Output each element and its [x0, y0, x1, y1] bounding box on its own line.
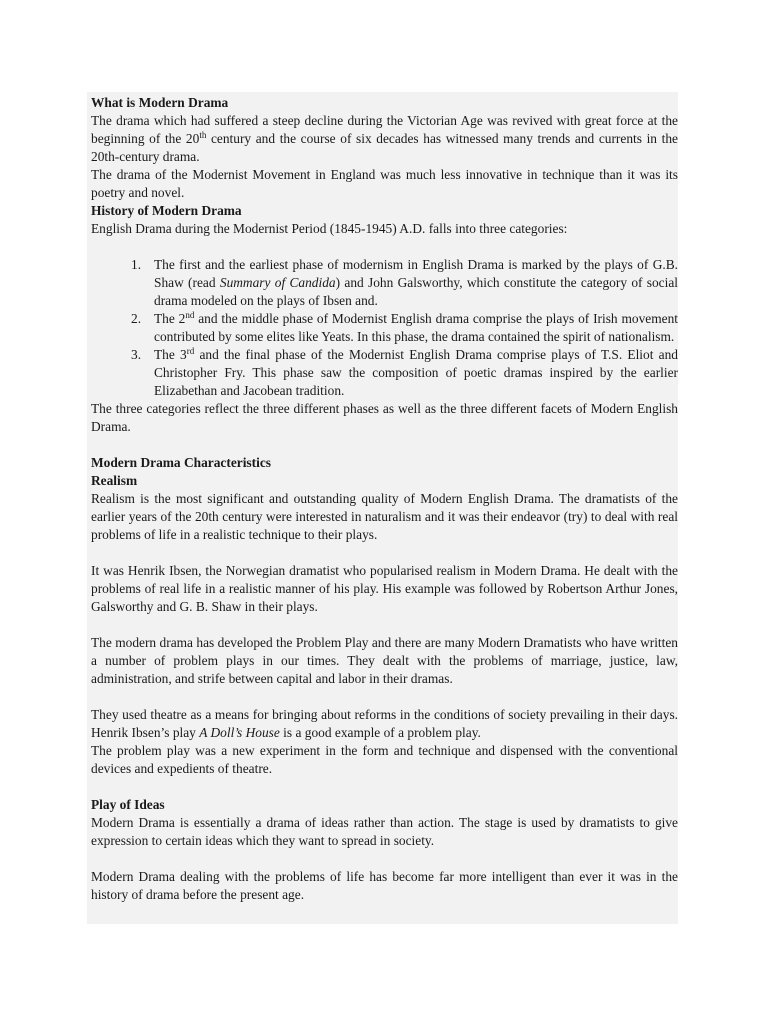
intro-text-part-2: century and the course of six decades has witnessed many trends and currents in the 20th-century drama.	[91, 131, 678, 164]
list-text: and the final phase of the Modernist English Drama comprise plays of T.S. Eliot and Christopher Fry. This phase saw the composition of poetic dramas inspired by the earlier Elizabethan and Jacobean tradition.	[154, 347, 678, 398]
intro-paragraph-1	[91, 112, 678, 166]
list-text: ) and John Galsworthy, which constitute the category of social drama modeled on the plays of Ibsen and.	[154, 275, 679, 308]
spacer	[91, 616, 678, 634]
list-item	[91, 256, 678, 310]
intro-paragraph-2: The drama of the Modernist Movement in England was much less innovative in technique than it was its poetry and novel.	[91, 167, 678, 200]
realism-text-part-2: is a good example of a problem play.	[279, 725, 481, 740]
realism-paragraph-3: The modern drama has developed the Problem Play and there are many Modern Dramatists who have written a number of problem plays in our times. They dealt with the problems of marriage, justice, law, administration, and strife between capital and labor in their dramas.	[91, 635, 678, 686]
intro-text-part-1: The drama which had suffered a steep decline during the Victorian Age was revived with great force at the beginning of the 20	[91, 113, 678, 146]
subheading-play-of-ideas: Play of Ideas	[91, 797, 165, 812]
realism-paragraph-5: The problem play was a new experiment in the form and technique and dispensed with the conventional devices and expedients of theatre.	[91, 743, 678, 776]
list-text: and the middle phase of Modernist English drama comprise the plays of Irish movement contributed by some elites like Yeats. In this phase, the drama contained the spirit of nationalism.	[154, 311, 678, 344]
spacer	[91, 238, 678, 256]
list-text: The first and the earliest phase of modernism in English Drama is marked by the plays of G.B. Shaw (read	[154, 257, 678, 290]
realism-paragraph-1: Realism is the most significant and outstanding quality of Modern English Drama. The dramatists of the earlier years of the 20th century were interested in naturalism and it was their endeavor (try) to deal with real problems of life in a realistic technique to their plays.	[91, 491, 678, 542]
section-heading-history: History of Modern Drama	[91, 203, 242, 218]
superscript: th	[199, 130, 207, 140]
categories-list	[91, 256, 678, 400]
spacer	[91, 688, 678, 706]
document-body	[91, 94, 678, 904]
realism-paragraph-2: It was Henrik Ibsen, the Norwegian dramatist who popularised realism in Modern Drama. He dealt with the problems of real life in a realistic manner of his play. His example was followed by Robertson Arthur Jones, Galsworthy and G. B. Shaw in their plays.	[91, 563, 678, 614]
superscript: rd	[186, 346, 195, 356]
history-intro: English Drama during the Modernist Period (1845-1945) A.D. falls into three categories:	[91, 221, 568, 236]
ideas-paragraph-1: Modern Drama is essentially a drama of ideas rather than action. The stage is used by dramatists to give expression to certain ideas which they want to spread in society.	[91, 815, 678, 848]
list-text: The 3	[154, 347, 187, 362]
ideas-paragraph-2: Modern Drama dealing with the problems of life has become far more intelligent than ever it was in the history of drama before the present age.	[91, 869, 678, 902]
italic-title: Summary of Candida	[219, 275, 336, 290]
realism-paragraph-4	[91, 706, 678, 742]
spacer	[91, 778, 678, 796]
list-number: 3.	[131, 347, 142, 362]
list-number: 2.	[131, 311, 142, 326]
spacer	[91, 850, 678, 868]
list-text: The 2	[154, 311, 186, 326]
italic-title: A Doll’s House	[199, 725, 280, 740]
section-heading-characteristics: Modern Drama Characteristics	[91, 455, 271, 470]
realism-text-part-1: They used theatre as a means for bringing about reforms in the conditions of society prevailing in their days. Henrik Ibsen’s play	[91, 707, 678, 740]
section-heading-what-is-modern-drama: What is Modern Drama	[91, 95, 229, 110]
spacer	[91, 544, 678, 562]
subheading-realism: Realism	[91, 473, 138, 488]
list-number: 1.	[131, 257, 142, 272]
superscript: nd	[185, 310, 195, 320]
list-item	[91, 346, 678, 400]
categories-summary: The three categories reflect the three different phases as well as the three different facets of Modern English Drama.	[91, 401, 678, 434]
list-item	[91, 310, 678, 346]
spacer	[91, 436, 678, 454]
